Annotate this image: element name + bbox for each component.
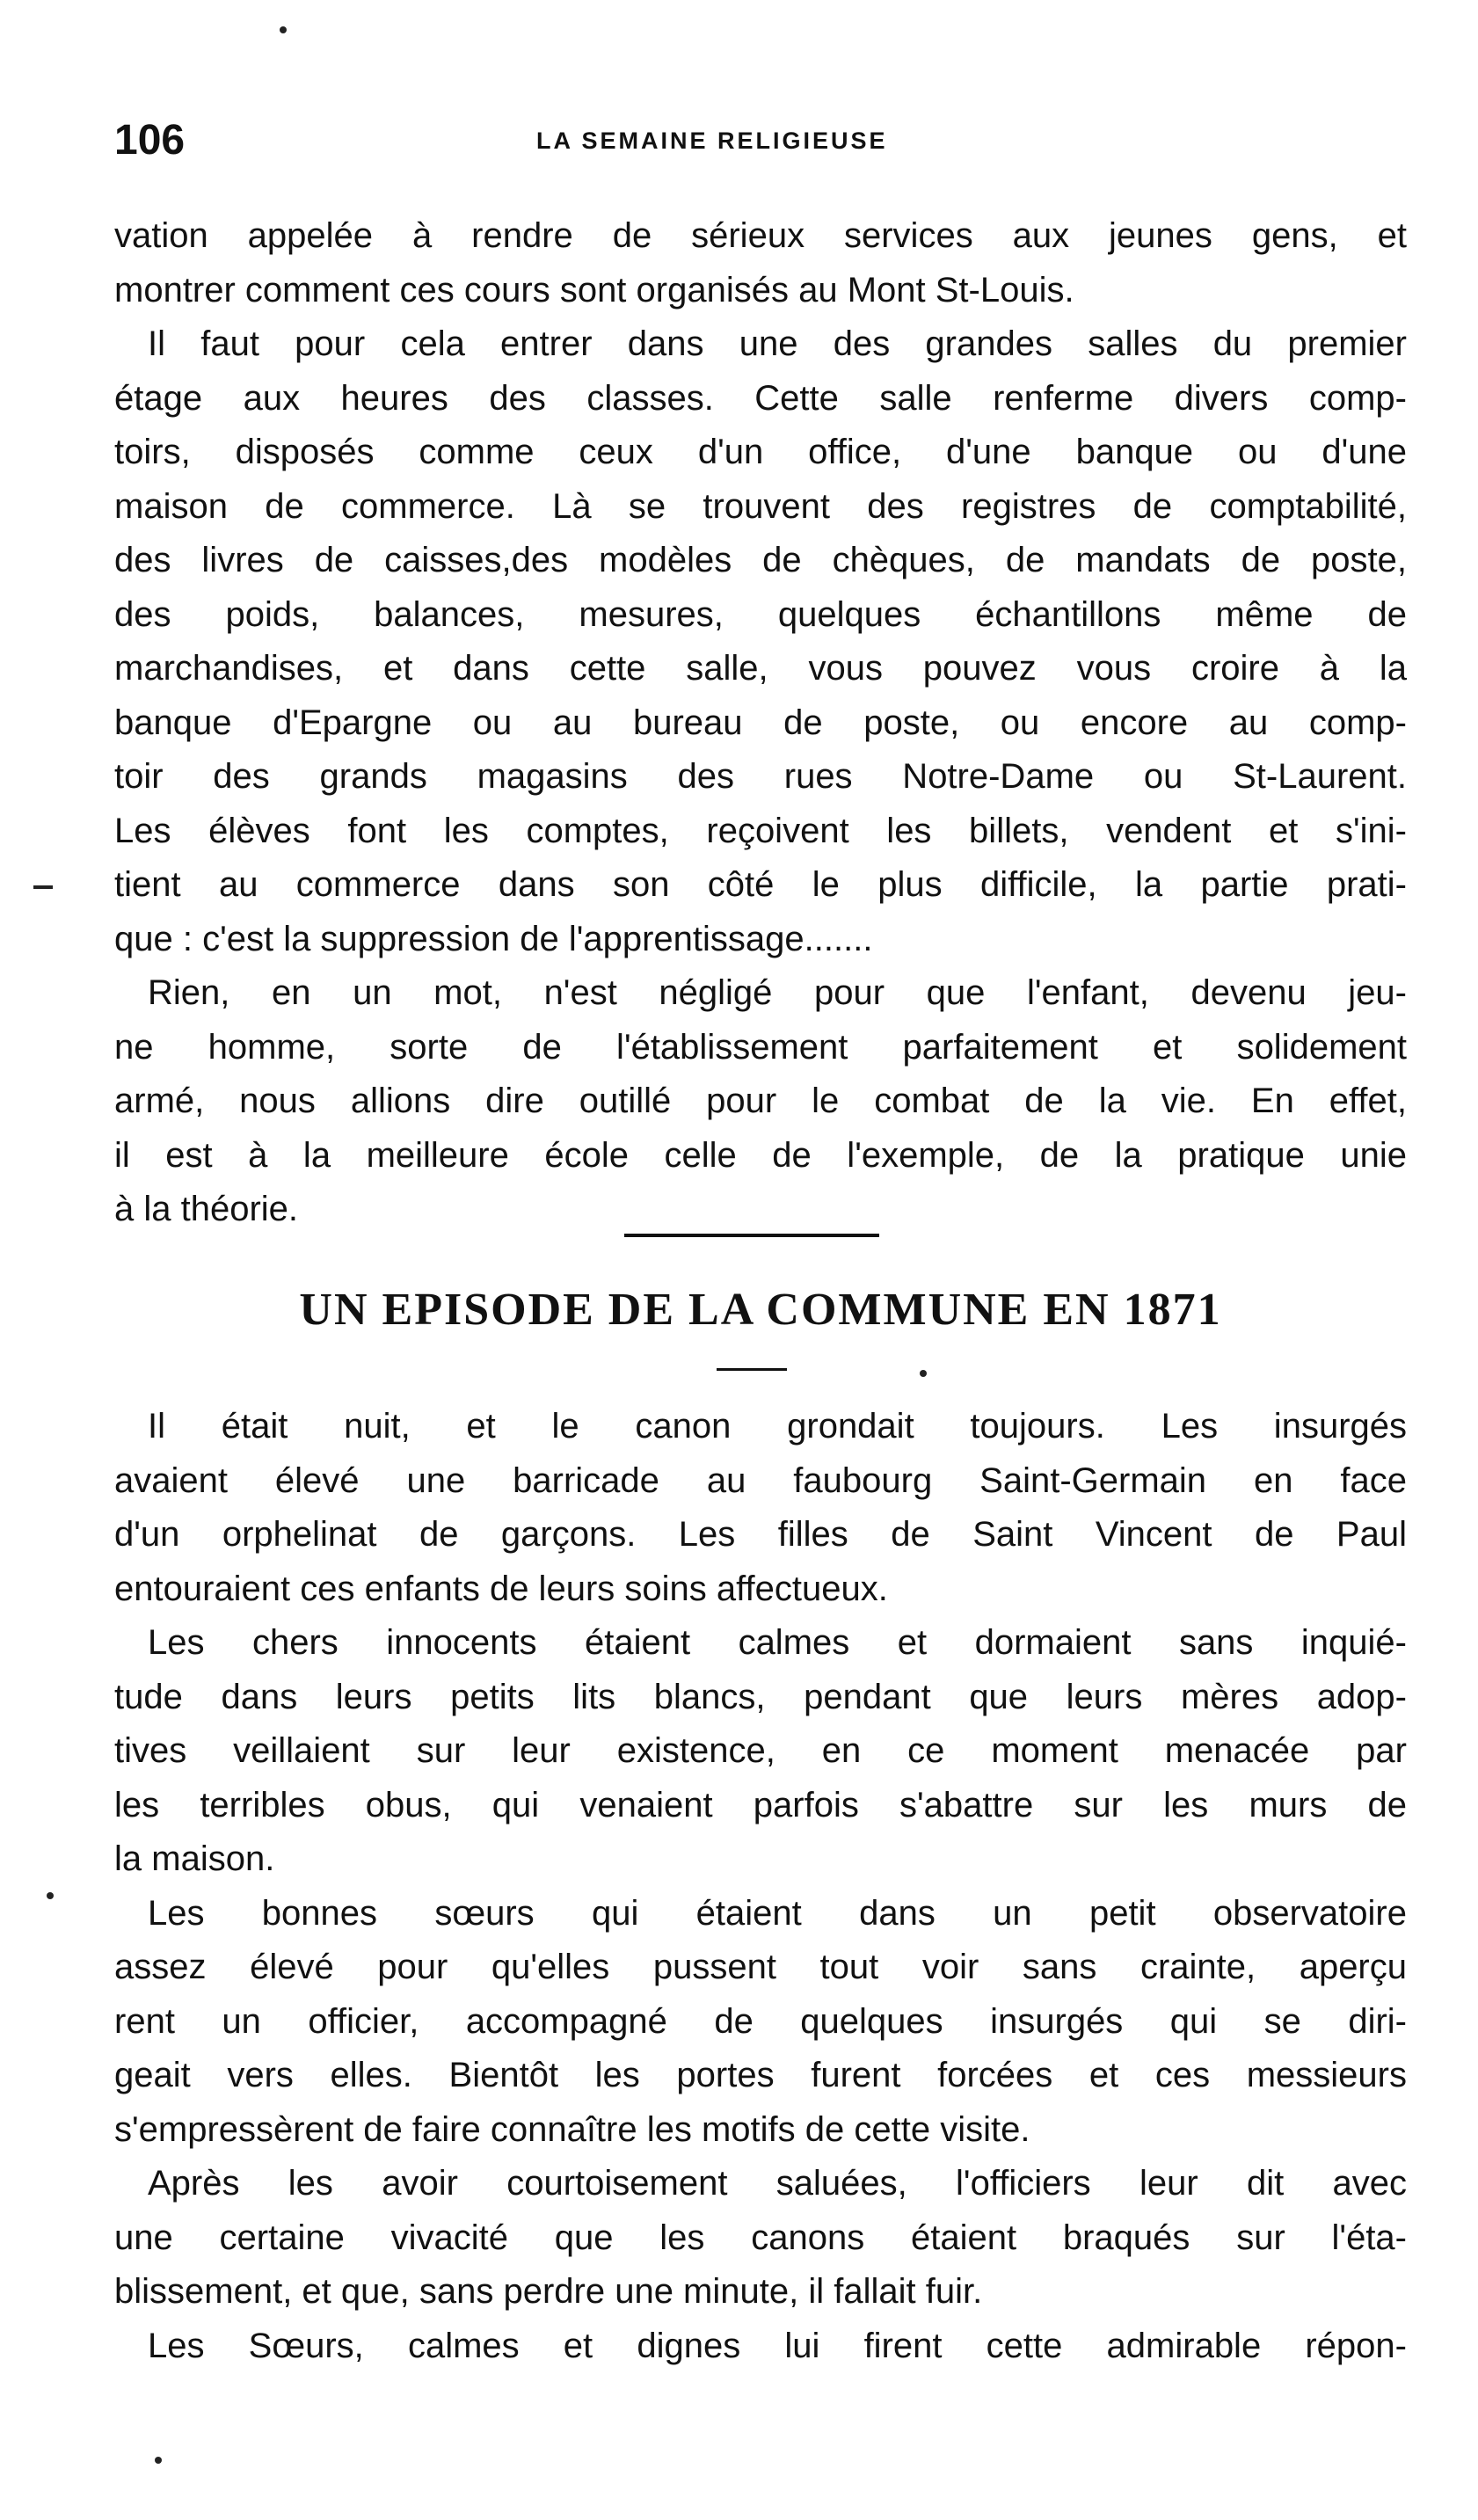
text-line: marchandises, et dans cette salle, vous pouvez vous croire à la	[114, 649, 1407, 688]
text-line: tient au commerce dans son côté le plus difficile, la partie prati-	[114, 865, 1407, 904]
running-head: LA SEMAINE RELIGIEUSE	[536, 127, 888, 154]
text-line: les terribles obus, qui venaient parfois s'abattre sur les murs de	[114, 1785, 1407, 1824]
text-line: Il faut pour cela entrer dans une des grandes salles du premier	[148, 324, 1407, 363]
text-line: ne homme, sorte de l'établissement parfaitement et solidement	[114, 1027, 1407, 1067]
text-line: rent un officier, accompagné de quelques insurgés qui se diri-	[114, 2001, 1407, 2041]
text-line: banque d'Epargne ou au bureau de poste, ou encore au comp-	[114, 703, 1407, 742]
section-divider-rule	[624, 1234, 879, 1237]
text-line: Les bonnes sœurs qui étaient dans un petit observatoire	[148, 1893, 1407, 1933]
ink-speck	[920, 1370, 927, 1377]
text-line: que : c'est la suppression de l'apprentissage.......	[114, 919, 873, 958]
text-block-after-section	[114, 1400, 1407, 2373]
page-header	[114, 110, 1407, 171]
text-line: Après les avoir courtoisement saluées, l'officiers leur dit avec	[148, 2164, 1407, 2203]
text-line: entouraient ces enfants de leurs soins affectueux.	[114, 1569, 888, 1608]
section-title: UN EPISODE DE LA COMMUNE EN 1871	[299, 1285, 1222, 1335]
text-line: s'empressèrent de faire connaître les motifs de cette visite.	[114, 2109, 1030, 2149]
text-line: tives veillaient sur leur existence, en ce moment menacée par	[114, 1731, 1407, 1770]
text-line: Les Sœurs, calmes et dignes lui firent cette admirable répon-	[148, 2326, 1407, 2365]
paragraph	[114, 966, 1407, 1237]
paragraph	[114, 2320, 1407, 2374]
text-line: montrer comment ces cours sont organisés au Mont St-Louis.	[114, 270, 1074, 310]
text-line: il est à la meilleure école celle de l'exemple, de la pratique unie	[114, 1135, 1407, 1175]
paragraph	[114, 1616, 1407, 1887]
paragraph	[114, 317, 1407, 966]
text-line: d'un orphelinat de garçons. Les filles de Saint Vincent de Paul	[114, 1515, 1407, 1554]
page-number: 106	[114, 117, 186, 164]
title-underline-rule	[717, 1368, 787, 1371]
paragraph	[114, 1887, 1407, 2158]
text-line: Il était nuit, et le canon grondait toujours. Les insurgés	[148, 1407, 1407, 1446]
text-line: Rien, en un mot, n'est négligé pour que l'enfant, devenu jeu-	[148, 973, 1407, 1012]
text-line: blissement, et que, sans perdre une minute, il fallait fuir.	[114, 2272, 983, 2311]
text-line: Les élèves font les comptes, reçoivent les billets, vendent et s'ini-	[114, 811, 1407, 850]
text-line: toir des grands magasins des rues Notre-Dame ou St-Laurent.	[114, 757, 1407, 796]
margin-mark	[33, 885, 53, 889]
text-line: des livres de caisses,des modèles de chèques, de mandats de poste,	[114, 541, 1407, 579]
text-line: toirs, disposés comme ceux d'un office, d'une banque ou d'une	[114, 433, 1407, 471]
paragraph	[114, 1400, 1407, 1616]
text-line: assez élevé pour qu'elles pussent tout voir sans crainte, aperçu	[114, 1948, 1407, 1986]
text-line: des poids, balances, mesures, quelques échantillons même de	[114, 594, 1407, 634]
ink-speck	[280, 26, 287, 33]
text-line: étage aux heures des classes. Cette salle renferme divers comp-	[114, 378, 1407, 418]
text-line: la maison.	[114, 1839, 275, 1878]
paragraph	[114, 2157, 1407, 2320]
text-line: une certaine vivacité que les canons étaient braqués sur l'éta-	[114, 2218, 1407, 2257]
text-block-before-section	[114, 209, 1407, 1237]
text-line: maison de commerce. Là se trouvent des registres de comptabilité,	[114, 486, 1407, 526]
text-line: vation appelée à rendre de sérieux services aux jeunes gens, et	[114, 216, 1407, 255]
text-line: tude dans leurs petits lits blancs, pendant que leurs mères adop-	[114, 1677, 1407, 1716]
paragraph	[114, 209, 1407, 317]
ink-speck	[47, 1892, 54, 1899]
text-line: armé, nous allions dire outillé pour le combat de la vie. En effet,	[114, 1082, 1407, 1120]
text-line: geait vers elles. Bientôt les portes furent forcées et ces messieurs	[114, 2056, 1407, 2094]
ink-speck	[155, 2457, 162, 2464]
text-line: avaient élevé une barricade au faubourg Saint-Germain en face	[114, 1460, 1407, 1500]
text-line: Les chers innocents étaient calmes et dormaient sans inquié-	[148, 1623, 1407, 1662]
text-line: à la théorie.	[114, 1190, 299, 1228]
